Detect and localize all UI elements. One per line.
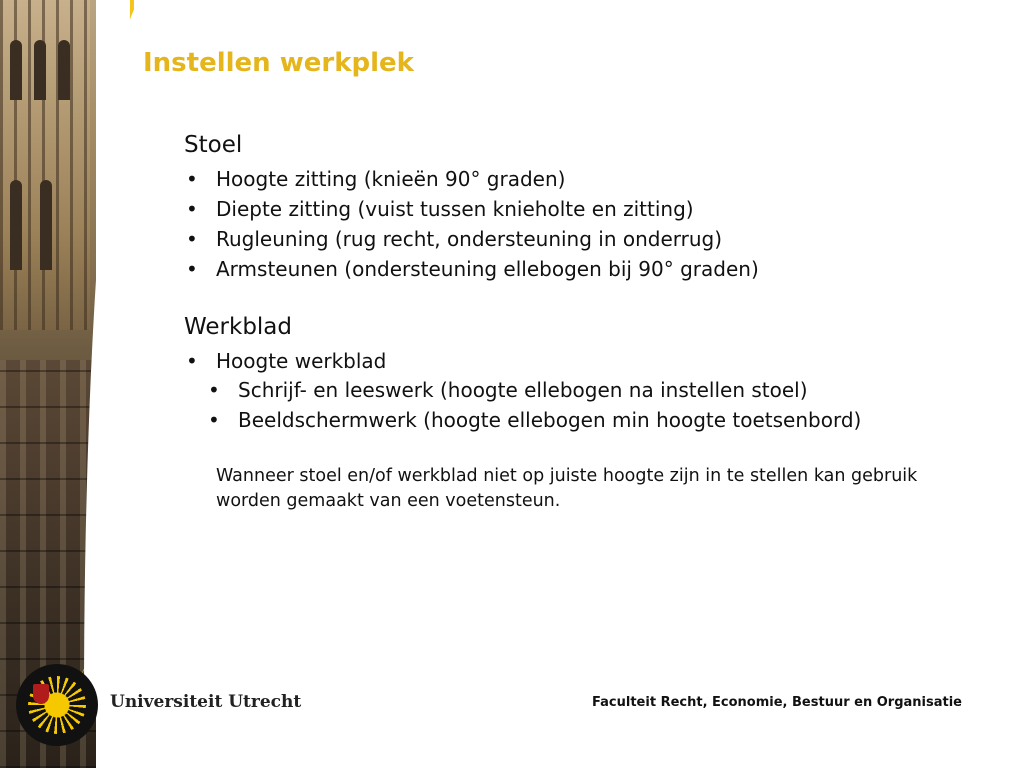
stoel-bullet-list [184,164,974,284]
tower-window [40,180,52,270]
werkblad-sub-bullet-list [206,376,974,434]
list-item: • Rugleuning (rug recht, ondersteuning in onderrug) [184,224,974,254]
tower-window [34,40,46,100]
university-name: Universiteit Utrecht [110,692,302,712]
list-item: • Schrijf- en leeswerk (hoogte ellebogen na instellen stoel) [206,376,974,404]
list-item: • Hoogte zitting (knieën 90° graden) [184,164,974,194]
footnote-text: Wanneer stoel en/of werkblad niet op juiste hoogte zijn in te stellen kan gebruik worden gemaakt van een voetensteun. [216,466,918,511]
slide-title: Instellen werkplek [143,48,414,78]
section-heading-stoel: Stoel [184,132,243,158]
slide-content [184,130,974,514]
werkblad-bullet-list [184,346,974,376]
tower-window [10,180,22,270]
seal-shield-icon [33,684,49,704]
list-item: • Armsteunen (ondersteuning ellebogen bij 90° graden) [184,254,974,284]
section-heading-werkblad: Werkblad [184,314,293,340]
tower-window [10,40,22,100]
list-item: • Beeldschermwerk (hoogte ellebogen min hoogte toetsenbord) [206,406,974,434]
faculty-name: Faculteit Recht, Economie, Bestuur en Organisatie [592,695,962,710]
list-item: • Diepte zitting (vuist tussen knieholte en zitting) [184,194,974,224]
list-item: • Hoogte werkblad [184,346,974,376]
